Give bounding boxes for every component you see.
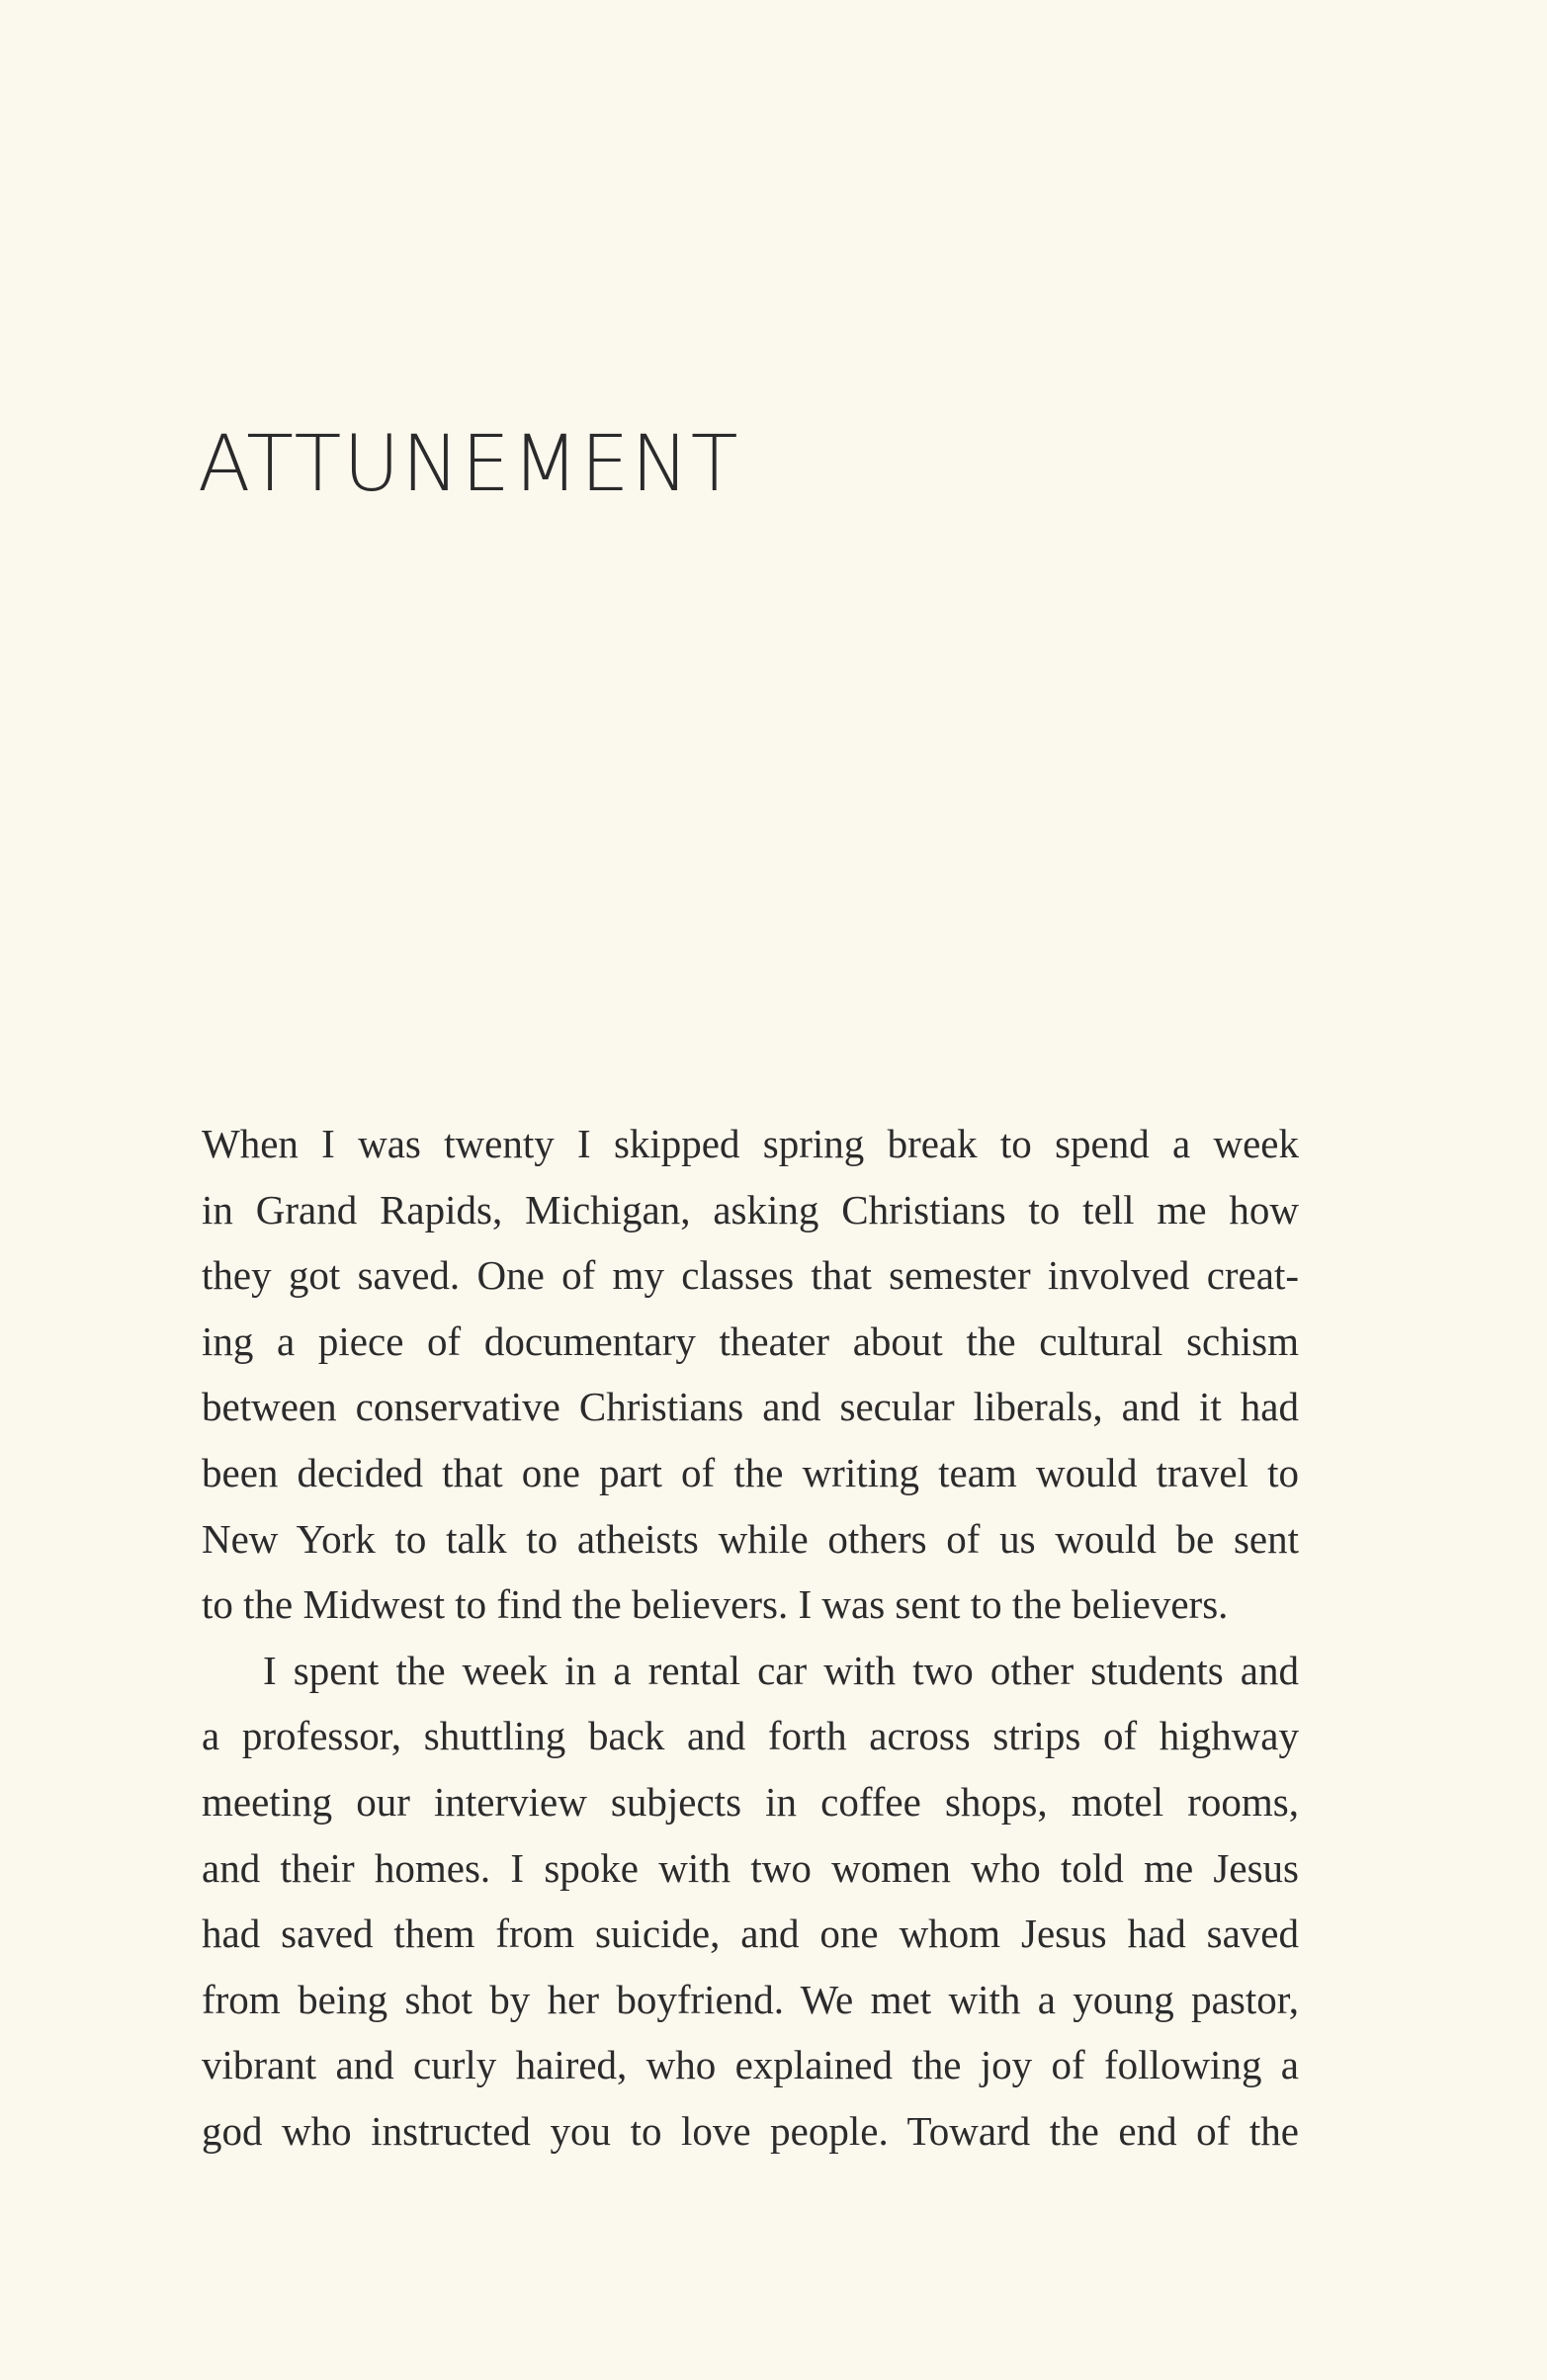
text-line: in Grand Rapids, Michigan, asking Christians to tell me how bbox=[202, 1186, 1299, 1232]
text-line: from being shot by her boyfriend. We met with a young pastor, bbox=[202, 1976, 1299, 2022]
text-line: ing a piece of documentary theater about the cultural schism bbox=[202, 1318, 1299, 1364]
text-line: had saved them from suicide, and one whom Jesus had saved bbox=[202, 1911, 1299, 1957]
paragraph-1 bbox=[202, 1111, 1299, 1638]
paragraph-2 bbox=[202, 1638, 1299, 2165]
text-line: and their homes. I spoke with two women who told me Jesus bbox=[202, 1844, 1299, 1891]
text-line: I spent the week in a rental car with two other students and bbox=[263, 1647, 1299, 1693]
text-line: to the Midwest to find the believers. I was sent to the believers. bbox=[202, 1581, 1229, 1628]
body-text bbox=[202, 1111, 1299, 2165]
text-line: god who instructed you to love people. Toward the end of the bbox=[202, 2107, 1299, 2154]
text-line: between conservative Christians and secular liberals, and it had bbox=[202, 1384, 1299, 1430]
text-line: When I was twenty I skipped spring break to spend a week bbox=[202, 1121, 1299, 1166]
text-line: meeting our interview subjects in coffee shops, motel rooms, bbox=[202, 1778, 1299, 1825]
text-line: been decided that one part of the writing team would travel to bbox=[202, 1449, 1299, 1495]
text-line: a professor, shuttling back and forth across strips of highway bbox=[202, 1713, 1299, 1759]
text-line: New York to talk to atheists while others of us would be sent bbox=[202, 1515, 1299, 1562]
text-line: they got saved. One of my classes that semester involved creat- bbox=[202, 1252, 1299, 1299]
text-line: vibrant and curly haired, who explained the joy of following a bbox=[202, 2042, 1299, 2088]
chapter-title: ATTUNEMENT bbox=[198, 420, 740, 509]
